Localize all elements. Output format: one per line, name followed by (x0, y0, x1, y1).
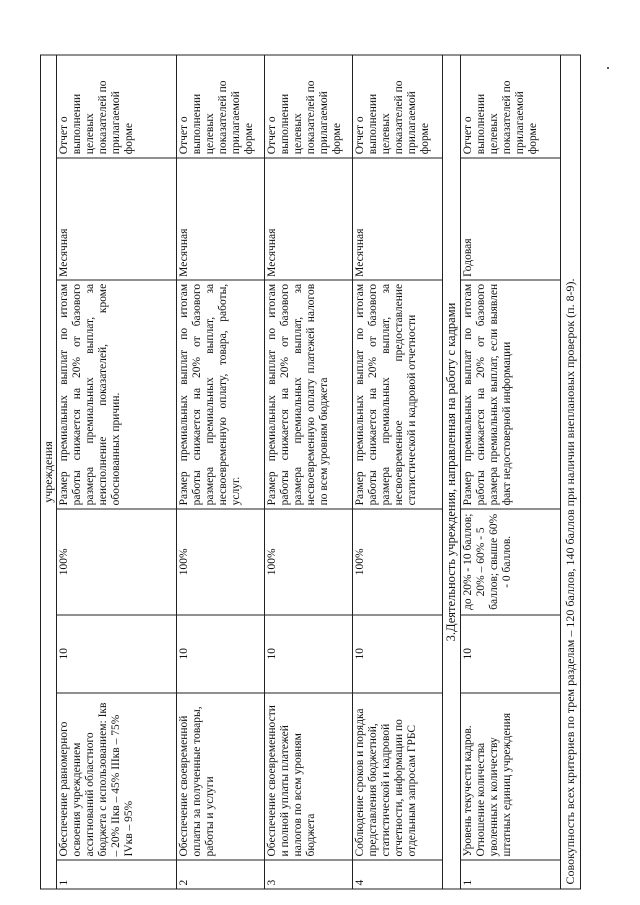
row-number: 3 (265, 860, 353, 889)
table-row (353, 55, 443, 889)
scale: до 20% - 10 баллов; 20% – 60% - 5 баллов; свыше 60% - 0 баллов. (461, 509, 561, 615)
row-number: 1 (57, 860, 177, 889)
max-score: 10 (353, 615, 443, 693)
condition: Размер премиальных выплат по итогам работы снижается на 20% от базового размера премиальных выплат, за несвоевременное предоставление статистической и кадровой отчетности (353, 280, 443, 509)
footer-row (561, 55, 581, 889)
scale: 100% (57, 509, 177, 615)
period: Месячная (353, 158, 443, 281)
section-title: 3.Деятельность учреждения, направленная на работу с кадрами (443, 55, 461, 889)
max-score: 10 (461, 615, 561, 693)
max-score: 10 (265, 615, 353, 693)
condition: Размер премиальных выплат по итогам работы снижается на 20% от базового размера премиальных выплат, за несвоевременную оплату, товара, работы, услуг. (177, 280, 265, 509)
criterion: Обеспечение равномерного освоения учреждением ассигнований областного бюджета с использованием: Iкв – 20% IIкв – 45% IIIкв – 75% IVкв – 95% (57, 693, 177, 860)
condition: Размер премиальных выплат по итогам работы снижается на 20% от базового размера премиальных выплат, если выявлен факт недостоверной информации (461, 280, 561, 509)
section-header: учреждения (41, 55, 57, 889)
section-header-row (41, 55, 57, 889)
scale: 100% (265, 509, 353, 615)
table-footer: Совокупность всех критериев по трем разделам – 120 баллов, 140 баллов при наличии внеплановых проверок (п. 8-9). (561, 55, 581, 889)
row-number: 2 (177, 860, 265, 889)
max-score: 10 (57, 615, 177, 693)
scale: 100% (353, 509, 443, 615)
criterion: Обеспечение своевременной оплаты за полученные товары, работы и услуги (177, 693, 265, 860)
condition: Размер премиальных выплат по итогам работы снижается на 20% от базового размера премиальных выплат, за неисполнение показателей, кроме обоснованных причин. (57, 280, 177, 509)
row-number: 4 (353, 860, 443, 889)
criterion: Соблюдение сроков и порядка представления бюджетной, статистической и кадровой отчетности, информации по отдельным запросам ГРБС (353, 693, 443, 860)
report: Отчет о выполнении целевых показателей по прилагаемой форме (353, 55, 443, 158)
criteria-table (40, 55, 581, 890)
table-row (461, 55, 561, 889)
scale: 100% (177, 509, 265, 615)
condition: Размер премиальных выплат по итогам работы снижается на 20% от базового размера премиальных выплат, за несвоевременную оплату платежей налогов по всем уровням бюджета (265, 280, 353, 509)
section-title-row (443, 55, 461, 889)
report: Отчет о выполнении целевых показателей по прилагаемой форме (461, 55, 561, 158)
report: Отчет о выполнении целевых показателей по прилагаемой форме (177, 55, 265, 158)
period: Месячная (177, 158, 265, 281)
period: Месячная (265, 158, 353, 281)
criterion: Уровень текучести кадров. Отношение количества уволенных к количеству штатных единиц учреждения (461, 693, 561, 860)
criterion: Обеспечение своевременности и полной уплаты платежей налогов по всем уровням бюджета (265, 693, 353, 860)
rotated-table-wrapper (40, 55, 600, 890)
period: Годовая (461, 158, 561, 281)
margin-mark (607, 67, 609, 69)
row-number: 1 (461, 860, 561, 889)
table-row (265, 55, 353, 889)
table-row (57, 55, 177, 889)
report: Отчет о выполнении целевых показателей по прилагаемой форме (265, 55, 353, 158)
period: Месячная (57, 158, 177, 281)
table-row (177, 55, 265, 889)
report: Отчет о выполнении целевых показателей по прилагаемой форме (57, 55, 177, 158)
max-score: 10 (177, 615, 265, 693)
